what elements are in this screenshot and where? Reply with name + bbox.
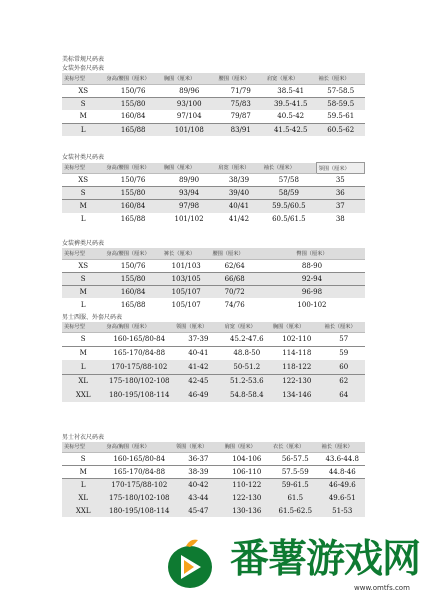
size-label: L — [62, 478, 104, 491]
women-pants-size-table — [62, 248, 365, 311]
column-header: 肩宽（厘米） — [223, 322, 271, 332]
table-cell: 101/103 — [162, 259, 210, 272]
table-cell: 150/76 — [104, 174, 161, 187]
table-cell: 106-110 — [223, 465, 271, 478]
column-header: 胸围（厘米） — [162, 73, 217, 84]
table-cell: 83/91 — [217, 123, 265, 136]
table-cell: 58-59.5 — [316, 97, 365, 110]
table-cell: 61.5 — [271, 491, 319, 504]
table-row — [62, 213, 365, 226]
table-row — [62, 478, 365, 491]
table-row — [62, 388, 365, 402]
table-cell: 49.6-51 — [320, 491, 366, 504]
women-coat-size-table — [62, 73, 365, 136]
table-cell: 36 — [316, 187, 364, 200]
table-cell: 62/64 — [210, 259, 258, 272]
size-label: XL — [62, 374, 104, 388]
table-cell: 155/80 — [104, 272, 162, 285]
table-cell: 165-170/84-88 — [113, 349, 166, 358]
table-cell: 37 — [316, 200, 364, 213]
table-cell: 170-175/88-102 — [104, 360, 174, 374]
men-suit-section — [62, 314, 365, 402]
column-header: 臀围（厘米） — [259, 248, 365, 259]
table-cell: 40-42 — [174, 478, 222, 491]
table-row — [62, 374, 365, 388]
men-shirt-section — [62, 434, 365, 517]
column-header: 衣长（厘米） — [271, 442, 319, 452]
table-cell: 44.8-46 — [320, 465, 366, 478]
size-label: M — [79, 349, 87, 358]
table-cell: 45-47 — [174, 504, 222, 517]
table-cell: 58/59 — [262, 187, 316, 200]
column-header: 袖长（厘米） — [316, 73, 365, 84]
watermark-brand: 番薯游戏网 — [230, 537, 421, 582]
size-label: S — [62, 187, 104, 200]
table-cell: 101/102 — [174, 215, 204, 223]
table-cell: 92-94 — [259, 272, 365, 285]
size-label: L — [62, 360, 104, 374]
size-label: XS — [62, 174, 104, 187]
table-cell: 59 — [339, 349, 349, 358]
column-header: 领围（厘米） — [316, 163, 364, 174]
table-cell: 134-146 — [271, 388, 323, 402]
table-cell: 39.5-41.5 — [265, 97, 317, 110]
table-cell: 122-130 — [271, 374, 323, 388]
table-cell: 102-110 — [271, 332, 323, 346]
table-row — [62, 123, 365, 136]
table-cell: 60 — [323, 360, 365, 374]
column-header: 腰围（厘米） — [217, 73, 265, 84]
table-cell: 38.5-41 — [265, 84, 317, 97]
table-row — [62, 332, 365, 346]
table-row — [62, 110, 365, 123]
column-header: 胸围（厘米） — [162, 163, 216, 174]
column-header: 裤长（厘米） — [162, 248, 210, 259]
table-cell: 35 — [316, 174, 364, 187]
table-cell: 150/76 — [104, 84, 162, 97]
table-row — [62, 272, 365, 285]
table-cell: 71/79 — [217, 84, 265, 97]
table-cell: 170-175/88-102 — [104, 478, 174, 491]
column-header: 肩宽（厘米） — [265, 73, 317, 84]
table-cell: 56-57.5 — [271, 452, 319, 465]
column-header: 美标号型 — [62, 73, 104, 84]
table-cell: 64 — [323, 388, 365, 402]
column-header: 袖长（厘米） — [262, 163, 316, 174]
table-cell: 180-195/108-114 — [104, 504, 174, 517]
size-label: S — [62, 332, 104, 346]
table-cell: 118-122 — [271, 360, 323, 374]
size-label: M — [62, 200, 104, 213]
men-shirt-size-table — [62, 442, 365, 517]
table-cell: 43.6-44.8 — [320, 452, 366, 465]
section-title: 男士西服、外套尺码表 — [62, 314, 123, 321]
table-cell: 165/88 — [120, 215, 146, 223]
table-cell: 160/84 — [104, 110, 162, 123]
table-cell: 60.5/61.5 — [272, 215, 306, 223]
table-cell: 155/80 — [104, 187, 161, 200]
women-shirt-section — [62, 154, 365, 226]
table-cell: 103/105 — [162, 272, 210, 285]
column-header: 袖长（厘米） — [323, 322, 365, 332]
table-cell: 59.5/60.5 — [262, 200, 316, 213]
table-cell: 40.5-42 — [265, 110, 317, 123]
size-label: L — [62, 123, 104, 136]
table-cell: 40/41 — [216, 200, 261, 213]
size-label: M — [62, 285, 104, 298]
table-cell: 37-39 — [174, 332, 222, 346]
leaf-icon — [186, 540, 198, 547]
table-cell: 38 — [335, 215, 345, 223]
table-cell: 104-106 — [223, 452, 271, 465]
table-cell: 110-122 — [223, 478, 271, 491]
table-row — [62, 285, 365, 298]
table-cell: 114-118 — [282, 349, 312, 358]
column-header: 肩宽（厘米） — [216, 163, 261, 174]
table-cell: 46-49 — [174, 388, 222, 402]
size-label: XXL — [62, 504, 104, 517]
table-row — [62, 452, 365, 465]
table-cell: 57/58 — [262, 174, 316, 187]
table-cell: 160/84 — [104, 200, 161, 213]
table-cell: 130-136 — [223, 504, 271, 517]
table-row — [62, 346, 365, 360]
table-row — [62, 97, 365, 110]
table-cell: 48.8-50 — [233, 349, 261, 358]
column-header: 领围（厘米） — [174, 442, 222, 452]
table-cell: 41.5-42.5 — [265, 123, 317, 136]
women-coat-section — [62, 65, 365, 136]
table-cell: 101/108 — [162, 123, 217, 136]
table-cell: 45.2-47.6 — [223, 332, 271, 346]
table-row — [62, 259, 365, 272]
column-header: 美标号型 — [62, 442, 104, 452]
page-title: 美标常规尺码表 — [62, 56, 105, 63]
table-row — [62, 491, 365, 504]
table-row — [62, 298, 365, 311]
table-cell: 41-42 — [174, 360, 222, 374]
table-cell: 165-170/84-88 — [104, 465, 174, 478]
size-label: L — [80, 215, 86, 223]
size-label: S — [62, 272, 104, 285]
table-cell: 40-41 — [188, 349, 209, 358]
table-cell: 57 — [323, 332, 365, 346]
page-title-block — [62, 56, 365, 64]
table-cell: 150/76 — [104, 259, 162, 272]
table-row — [62, 84, 365, 97]
size-label: XXL — [62, 388, 104, 402]
table-cell: 89/90 — [162, 174, 216, 187]
table-cell: 105/107 — [162, 285, 210, 298]
table-cell: 66/68 — [210, 272, 258, 285]
table-cell: 41/42 — [228, 215, 250, 223]
size-label: S — [62, 452, 104, 465]
column-header: 领围（厘米） — [174, 322, 222, 332]
column-header: 袖长（厘米） — [320, 442, 366, 452]
column-header: 胸围（厘米） — [271, 322, 323, 332]
table-cell: 93/100 — [162, 97, 217, 110]
table-cell: 160-165/80-84 — [104, 332, 174, 346]
size-label: XS — [62, 259, 104, 272]
section-title: 女装衬类尺码表 — [62, 154, 105, 161]
table-cell: 122-130 — [223, 491, 271, 504]
column-header: 身高/腰围（厘米） — [104, 73, 162, 84]
table-cell: 59.5-61 — [316, 110, 365, 123]
section-title: 男士衬衣尺码表 — [62, 434, 105, 441]
size-label: XL — [62, 491, 104, 504]
column-header: 身高/胸围（厘米） — [104, 442, 174, 452]
table-row — [62, 360, 365, 374]
table-cell: 89/96 — [162, 84, 217, 97]
table-cell: 50-51.2 — [223, 360, 271, 374]
table-row — [62, 187, 365, 200]
size-label: M — [62, 465, 104, 478]
column-header: 身高/胸围（厘米） — [104, 322, 174, 332]
table-cell: 42-45 — [174, 374, 222, 388]
column-header: 美标号型 — [62, 163, 104, 174]
size-label: XS — [62, 84, 104, 97]
column-header: 美标号型 — [62, 322, 104, 332]
table-cell: 51-53 — [320, 504, 366, 517]
men-suit-size-table — [62, 322, 365, 402]
table-cell: 54.8-58.4 — [223, 388, 271, 402]
watermark-url: www.omtfs.com — [354, 584, 410, 592]
table-cell: 61.5-62.5 — [271, 504, 319, 517]
table-cell: 51.2-53.6 — [223, 374, 271, 388]
table-cell: 43-44 — [174, 491, 222, 504]
table-cell: 97/104 — [162, 110, 217, 123]
table-row — [62, 174, 365, 187]
column-header: 美标号型 — [62, 248, 104, 259]
column-header: 身高/腰围（厘米） — [104, 248, 162, 259]
table-cell: 46-49.6 — [320, 478, 366, 491]
column-header: 腰围（厘米） — [210, 248, 258, 259]
table-cell: 96-98 — [259, 285, 365, 298]
table-row — [62, 504, 365, 517]
table-cell: 175-180/102-108 — [104, 491, 174, 504]
table-cell: 36-37 — [174, 452, 222, 465]
table-cell: 38/39 — [216, 174, 261, 187]
table-cell: 155/80 — [104, 97, 162, 110]
size-label: L — [80, 300, 86, 309]
table-cell: 38-39 — [174, 465, 222, 478]
section-title: 女装裤类尺码表 — [62, 240, 105, 247]
table-cell: 39/40 — [216, 187, 261, 200]
column-header: 胸围（厘米） — [223, 442, 271, 452]
table-cell: 57-58.5 — [316, 84, 365, 97]
table-cell: 79/87 — [217, 110, 265, 123]
table-cell: 165/88 — [104, 123, 162, 136]
table-cell: 97/98 — [162, 200, 216, 213]
size-label: M — [62, 110, 104, 123]
table-cell: 160-165/80-84 — [104, 452, 174, 465]
table-cell: 60.5-62 — [316, 123, 365, 136]
column-header: 身高/腰围（厘米） — [104, 163, 161, 174]
table-cell: 74/76 — [224, 300, 245, 309]
table-cell: 62 — [323, 374, 365, 388]
section-title: 女装外套尺码表 — [62, 65, 105, 72]
table-cell: 57.5-59 — [271, 465, 319, 478]
table-cell: 180-195/108-114 — [104, 388, 174, 402]
table-cell: 165/88 — [120, 300, 146, 309]
table-cell: 75/83 — [217, 97, 265, 110]
table-cell: 105/107 — [171, 300, 201, 309]
women-pants-section — [62, 240, 365, 311]
table-cell: 70/72 — [210, 285, 258, 298]
table-row — [62, 465, 365, 478]
table-cell: 100-102 — [297, 300, 327, 309]
size-label: S — [62, 97, 104, 110]
women-shirt-size-table — [62, 162, 365, 226]
table-cell: 175-180/102-108 — [104, 374, 174, 388]
table-cell: 88-90 — [259, 259, 365, 272]
table-cell: 59-61.5 — [271, 478, 319, 491]
sweet-potato-logo-icon — [160, 536, 220, 592]
table-row — [62, 200, 365, 213]
table-cell: 160/84 — [104, 285, 162, 298]
table-cell: 93/94 — [162, 187, 216, 200]
